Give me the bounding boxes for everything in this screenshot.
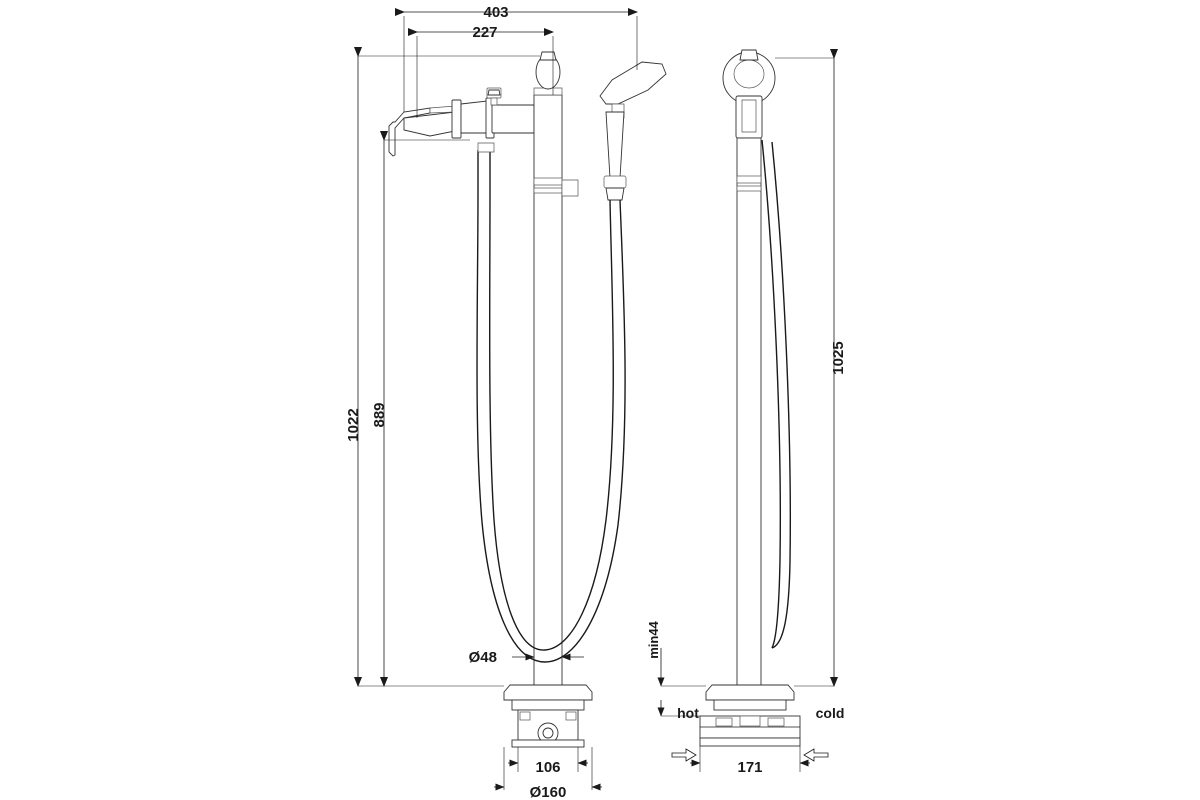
dim-227: 227 <box>472 24 498 41</box>
dim-1025: 1025 <box>830 341 847 375</box>
dim-171: 171 <box>737 759 763 776</box>
dim-106: 106 <box>535 759 561 776</box>
dim-1022: 1022 <box>345 408 362 442</box>
label-cold: cold <box>815 705 845 721</box>
dim-dia48: Ø48 <box>468 649 497 666</box>
dim-dia160: Ø160 <box>529 784 567 800</box>
side-view-geometry <box>700 50 800 746</box>
front-view-geometry <box>389 52 666 747</box>
dim-min44: min44 <box>646 621 661 659</box>
label-hot: hot <box>677 705 699 721</box>
dim-889: 889 <box>371 402 388 428</box>
dim-403: 403 <box>483 4 509 21</box>
